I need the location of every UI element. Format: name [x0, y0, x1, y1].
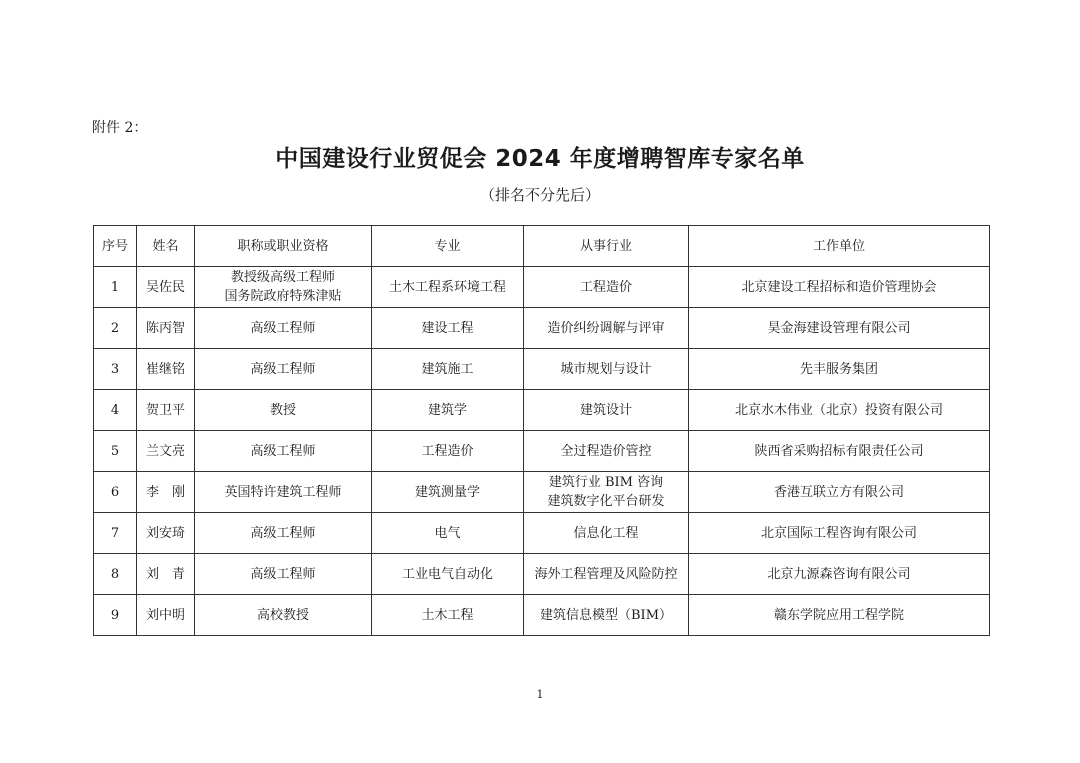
table-row — [94, 267, 990, 308]
cell-org: 昊金海建设管理有限公司 — [689, 308, 990, 349]
cell-org: 北京水木伟业（北京）投资有限公司 — [689, 390, 990, 431]
cell-title: 高级工程师 — [195, 349, 372, 390]
table-row — [94, 390, 990, 431]
cell-org: 陕西省采购招标有限责任公司 — [689, 431, 990, 472]
header-org: 工作单位 — [689, 226, 990, 267]
cell-industry-line: 建筑行业 BIM 咨询 — [548, 475, 664, 490]
cell-major: 建筑学 — [372, 390, 524, 431]
header-no: 序号 — [94, 226, 137, 267]
cell-industry: 造价纠纷调解与评审 — [524, 308, 689, 349]
cell-name: 贺卫平 — [137, 390, 195, 431]
cell-title: 教授 — [195, 390, 372, 431]
cell-no: 9 — [94, 595, 137, 636]
cell-title: 高级工程师 — [195, 513, 372, 554]
cell-org: 赣东学院应用工程学院 — [689, 595, 990, 636]
cell-title: 英国特许建筑工程师 — [195, 472, 372, 513]
document-title: 中国建设行业贸促会 2024 年度增聘智库专家名单 — [275, 146, 805, 172]
document-subtitle: （排名不分先后） — [479, 186, 600, 204]
header-name: 姓名 — [137, 226, 195, 267]
cell-org: 北京国际工程咨询有限公司 — [689, 513, 990, 554]
cell-no: 1 — [94, 267, 137, 308]
cell-major: 建设工程 — [372, 308, 524, 349]
cell-org: 香港互联立方有限公司 — [689, 472, 990, 513]
cell-title — [195, 267, 372, 308]
cell-name: 陈丙智 — [137, 308, 195, 349]
table-row — [94, 513, 990, 554]
table-row — [94, 554, 990, 595]
cell-no: 7 — [94, 513, 137, 554]
cell-industry: 城市规划与设计 — [524, 349, 689, 390]
cell-name: 兰文亮 — [137, 431, 195, 472]
cell-org: 北京九源森咨询有限公司 — [689, 554, 990, 595]
cell-no: 4 — [94, 390, 137, 431]
cell-industry-line: 建筑数字化平台研发 — [547, 494, 665, 509]
header-industry: 从事行业 — [524, 226, 689, 267]
cell-name: 崔继铭 — [137, 349, 195, 390]
cell-title-line: 国务院政府特殊津贴 — [224, 289, 342, 304]
table-row — [94, 472, 990, 513]
cell-title: 高级工程师 — [195, 554, 372, 595]
table-row — [94, 431, 990, 472]
cell-org: 先丰服务集团 — [689, 349, 990, 390]
cell-major: 电气 — [372, 513, 524, 554]
cell-industry — [524, 472, 689, 513]
cell-industry: 信息化工程 — [524, 513, 689, 554]
cell-major: 建筑施工 — [372, 349, 524, 390]
cell-no: 2 — [94, 308, 137, 349]
cell-industry: 全过程造价管控 — [524, 431, 689, 472]
header-title: 职称或职业资格 — [195, 226, 372, 267]
cell-major: 土木工程系环境工程 — [372, 267, 524, 308]
cell-major: 工程造价 — [372, 431, 524, 472]
cell-name: 吴佐民 — [137, 267, 195, 308]
cell-org: 北京建设工程招标和造价管理协会 — [689, 267, 990, 308]
cell-no: 6 — [94, 472, 137, 513]
cell-name: 刘安琦 — [137, 513, 195, 554]
cell-title: 高级工程师 — [195, 308, 372, 349]
table-row — [94, 595, 990, 636]
cell-name: 刘中明 — [137, 595, 195, 636]
cell-industry: 建筑信息模型（BIM） — [524, 595, 689, 636]
cell-name: 李 刚 — [137, 472, 195, 513]
cell-no: 5 — [94, 431, 137, 472]
expert-table — [93, 225, 990, 636]
cell-name: 刘 青 — [137, 554, 195, 595]
cell-industry: 海外工程管理及风险防控 — [524, 554, 689, 595]
cell-title-line: 教授级高级工程师 — [230, 270, 335, 285]
cell-title: 高校教授 — [195, 595, 372, 636]
cell-major: 土木工程 — [372, 595, 524, 636]
cell-industry: 建筑设计 — [524, 390, 689, 431]
table-row — [94, 349, 990, 390]
table-header-row — [94, 226, 990, 267]
header-major: 专业 — [372, 226, 524, 267]
cell-major: 工业电气自动化 — [372, 554, 524, 595]
cell-major: 建筑测量学 — [372, 472, 524, 513]
cell-industry: 工程造价 — [524, 267, 689, 308]
table-row — [94, 308, 990, 349]
cell-title: 高级工程师 — [195, 431, 372, 472]
cell-no: 8 — [94, 554, 137, 595]
attachment-label: 附件 2： — [92, 120, 148, 136]
cell-no: 3 — [94, 349, 137, 390]
page-number: 1 — [536, 688, 544, 701]
